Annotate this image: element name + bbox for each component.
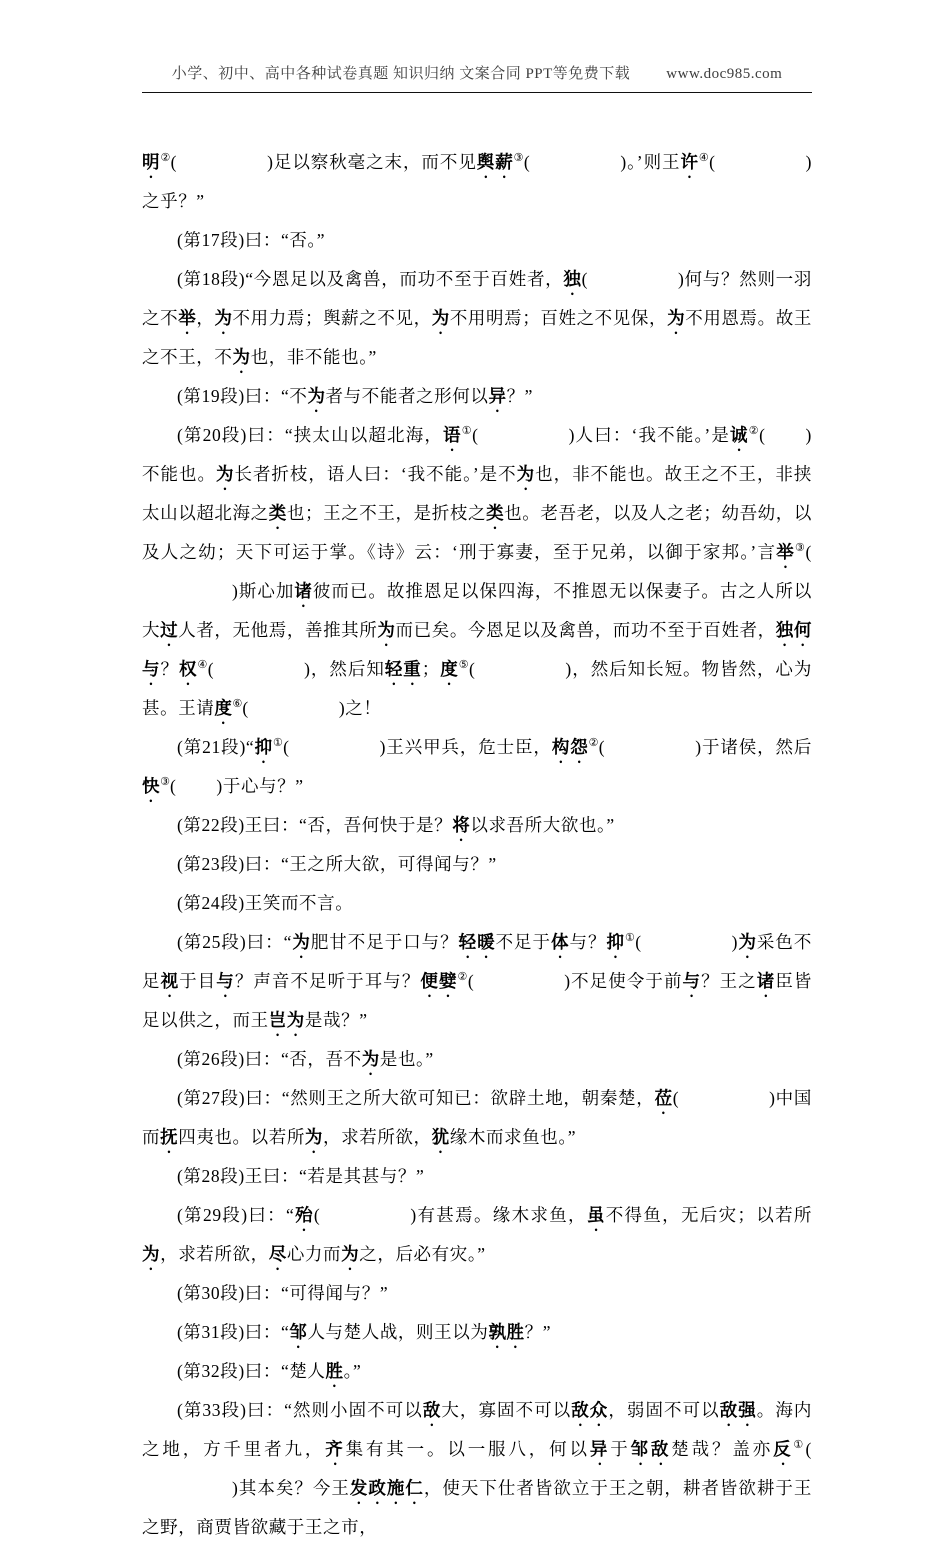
text-run: ？” (506, 386, 534, 406)
answer-blank (766, 440, 806, 441)
text-run: )。’则王 (620, 152, 681, 172)
text-run: ( (207, 659, 215, 679)
text-run: (第32段)曰：“楚人 (177, 1361, 326, 1381)
text-run: 也，非不能也。故王之不王，非挟太山以超北海之 (142, 464, 813, 523)
emphasized-word: 轻暖 (458, 932, 496, 952)
text-run: (第18段)“今恩足以及禽兽，而功不至于百姓者， (177, 269, 564, 289)
text-run: ( (169, 776, 177, 796)
emphasized-word: 为 (232, 347, 251, 367)
text-run: )斯心加 (232, 581, 295, 601)
annotation-number-superscript: ③ (513, 152, 524, 164)
text-run: 臣皆足以供之，而王 (142, 971, 812, 1030)
answer-blank (679, 1103, 769, 1104)
emphasized-word: 与 (682, 971, 702, 991)
text-run: ？ (160, 659, 179, 679)
text-run: 也。老吾老，以及人之老；幼吾幼，以及人之幼；天下可运于掌。《诗》云：‘刑于寡妻，至于兄弟，以御于家邦。’言 (142, 503, 812, 562)
paragraph (142, 221, 812, 260)
emphasized-word: 为 (516, 464, 536, 484)
emphasized-word: 快 (142, 776, 161, 796)
emphasized-word: 莅 (654, 1088, 673, 1108)
text-run: (第31段)曰：“ (177, 1322, 290, 1342)
text-run: ( (472, 425, 479, 445)
emphasized-word: 发政施仁 (349, 1478, 424, 1498)
text-run: 。海内之地，方千里者九， (142, 1400, 813, 1459)
emphasized-word: 异 (589, 1439, 611, 1459)
emphasized-word: 类 (268, 503, 287, 523)
emphasized-word: 为 (341, 1244, 360, 1264)
answer-blank (320, 1220, 410, 1221)
text-run: 长者折枝，语人曰：‘我不能。’是不 (234, 464, 517, 484)
text-run: ？王之 (701, 971, 757, 991)
paragraph (142, 1274, 812, 1313)
paragraph (142, 884, 812, 923)
text-run: (第33段)曰：“然则小固不可以 (177, 1400, 423, 1420)
annotation-number-superscript: ③ (160, 776, 170, 788)
emphasized-word: 孰胜 (488, 1322, 525, 1342)
emphasized-word: 为 (142, 1244, 161, 1264)
text-run: )之乎？” (142, 152, 813, 211)
text-run: )，然后知 (304, 659, 385, 679)
text-run: )有甚焉。缘木求鱼， (410, 1205, 587, 1225)
emphasized-word: 殆 (294, 1205, 314, 1225)
text-run: ( (468, 659, 476, 679)
annotation-number-superscript: ② (160, 152, 171, 164)
text-run: 与？ (569, 932, 607, 952)
paragraph (142, 1079, 812, 1157)
emphasized-word: 过 (160, 620, 179, 640)
text-run: (第20段)曰：“挟太山以超北海， (177, 425, 444, 445)
emphasized-word: 反 (773, 1439, 794, 1459)
emphasized-word: 邹 (289, 1322, 308, 1342)
paragraph (142, 806, 812, 845)
emphasized-word: 敌 (422, 1400, 442, 1420)
answer-blank (474, 986, 564, 987)
text-run: 不用力焉；舆薪之不见， (232, 308, 432, 328)
text-run: )，然后知长短。物皆然，心为甚。王请 (142, 659, 812, 718)
emphasized-word: 诸 (294, 581, 313, 601)
emphasized-word: 轻重 (384, 659, 422, 679)
text-run: 于目 (179, 971, 217, 991)
paragraph (142, 1157, 812, 1196)
text-run: (第22段)王曰：“否，吾何快于是？ (177, 815, 453, 835)
text-run: )于心与？” (216, 776, 304, 796)
text-run: 大，寡固不可以 (441, 1400, 572, 1420)
text-run: ( (467, 971, 475, 991)
paragraph (142, 923, 812, 1040)
text-run: (第23段)曰：“王之所大欲，可得闻与？” (177, 854, 497, 874)
document-body (142, 143, 812, 1547)
emphasized-word: 为 (215, 464, 235, 484)
annotation-number-superscript: ① (793, 1439, 806, 1451)
text-run: )王兴甲兵，危士臣， (379, 737, 552, 757)
paragraph (142, 728, 812, 806)
emphasized-word: 为 (307, 386, 326, 406)
paragraph (142, 845, 812, 884)
text-run: 肥甘不足于口与？ (310, 932, 459, 952)
emphasized-word: 尽 (268, 1244, 287, 1264)
text-run: 心力而 (286, 1244, 342, 1264)
annotation-number-superscript: ④ (197, 659, 208, 671)
header-tagline: 小学、初中、高中各种试卷真题 知识归纳 文案合同 PPT等免费下载 (171, 66, 631, 82)
emphasized-word: 为 (738, 932, 757, 952)
annotation-number-superscript: ② (457, 971, 468, 983)
text-run: ，求若所欲， (323, 1127, 432, 1147)
text-run: 是也。” (379, 1049, 434, 1069)
emphasized-word: 舆薪 (476, 152, 514, 172)
text-run: 者与不能者之形何以 (325, 386, 489, 406)
text-run: ( (170, 152, 178, 172)
annotation-number-superscript: ① (272, 737, 284, 749)
emphasized-word: 独何与 (142, 620, 812, 679)
emphasized-word: 度 (439, 659, 459, 679)
text-run: 之，后必有灾。” (359, 1244, 486, 1264)
text-run: (第28段)王曰：“若是其甚与？” (177, 1166, 425, 1186)
annotation-number-superscript: ① (624, 932, 636, 944)
answer-blank (605, 752, 695, 753)
emphasized-word: 与 (216, 971, 235, 991)
text-run: (第21段)“ (177, 737, 255, 757)
answer-blank (290, 752, 380, 753)
emphasized-word: 邹敌 (630, 1439, 672, 1459)
text-run: )之！ (338, 698, 382, 718)
emphasized-word: 齐 (325, 1439, 346, 1459)
emphasized-word: 胜 (325, 1361, 344, 1381)
annotation-number-superscript: ② (748, 425, 760, 437)
text-run: (第19段)曰：“不 (177, 386, 308, 406)
emphasized-word: 为 (361, 1049, 380, 1069)
text-run: )何与？然则一羽之不 (142, 269, 812, 328)
text-run: )中国而 (142, 1088, 812, 1147)
emphasized-word: 权 (178, 659, 198, 679)
text-run: )不能也。 (142, 425, 812, 484)
answer-blank (642, 947, 732, 948)
text-run: 楚哉？盖亦 (671, 1439, 774, 1459)
answer-blank (214, 674, 304, 675)
text-run: ( (523, 152, 531, 172)
text-run: ，求若所欲， (160, 1244, 269, 1264)
emphasized-word: 抑 (606, 932, 625, 952)
text-run: 采色不足 (142, 932, 812, 991)
text-run: )足以察秋毫之末，而不见 (267, 152, 477, 172)
emphasized-word: 构怨 (551, 737, 589, 757)
text-run: (第29段)曰：“ (177, 1205, 295, 1225)
text-run: 四夷也。以若所 (178, 1127, 305, 1147)
text-run: ； (421, 659, 440, 679)
text-run: 人与楚人战，则王以为 (307, 1322, 489, 1342)
text-run: (第24段)王笑而不言。 (177, 893, 354, 913)
text-run: ( (635, 932, 642, 952)
text-run: ( (759, 425, 766, 445)
annotation-number-superscript: ② (588, 737, 599, 749)
text-run: )人曰：‘我不能。’是 (568, 425, 731, 445)
emphasized-word: 抚 (160, 1127, 179, 1147)
text-run: (第17段)曰：“否。” (177, 230, 326, 250)
text-run: 不足于 (495, 932, 552, 952)
text-run: ， (196, 308, 215, 328)
text-run: 人者，无他焉，善推其所 (178, 620, 378, 640)
text-run: (第27段)曰：“然则王之所大欲可知已：欲辟土地，朝秦楚， (177, 1088, 655, 1108)
answer-blank (176, 791, 216, 792)
site-header (142, 62, 812, 93)
text-run: 也；王之不王，是折枝之 (286, 503, 487, 523)
paragraph (142, 377, 812, 416)
paragraph (142, 416, 812, 728)
emphasized-word: 许 (680, 152, 699, 172)
emphasized-word: 语 (443, 425, 462, 445)
emphasized-word: 岂为 (268, 1010, 305, 1030)
paragraph (142, 1196, 812, 1274)
paragraph (142, 143, 812, 221)
emphasized-word: 为 (214, 308, 233, 328)
text-run: ( (805, 542, 812, 562)
text-run: (第25段)曰：“ (177, 932, 292, 952)
annotation-number-superscript: ⑥ (232, 698, 243, 710)
emphasized-word: 举 (178, 308, 197, 328)
annotation-number-superscript: ④ (698, 152, 710, 164)
text-run: 于 (610, 1439, 631, 1459)
text-run: 。” (343, 1361, 362, 1381)
answer-blank (530, 167, 620, 168)
paragraph (142, 260, 812, 377)
text-run: 不得鱼，无后灾；以若所 (605, 1205, 812, 1225)
text-run: )于诸侯，然后 (695, 737, 812, 757)
answer-blank (177, 167, 267, 168)
text-run: 集有其一。以一服八，何以 (345, 1439, 590, 1459)
text-run: 是哉？” (304, 1010, 368, 1030)
text-run: ，使天下仕者皆欲立于王之朝，耕者皆欲耕于王之野，商贾皆欲藏于王之市， (142, 1478, 812, 1537)
emphasized-word: 视 (160, 971, 180, 991)
emphasized-word: 犹 (431, 1127, 450, 1147)
text-run: ？声音不足听于耳与？ (234, 971, 421, 991)
answer-blank (142, 596, 232, 597)
paragraph (142, 1352, 812, 1391)
text-run: 缘木而求鱼也。” (449, 1127, 577, 1147)
text-run: ( (313, 1205, 321, 1225)
emphasized-word: 诸 (756, 971, 776, 991)
emphasized-word: 度 (214, 698, 233, 718)
text-run: (第30段)曰：“可得闻与？” (177, 1283, 389, 1303)
text-run: 不用明焉；百姓之不见保， (449, 308, 668, 328)
text-run: ( (672, 1088, 680, 1108)
emphasized-word: 将 (452, 815, 471, 835)
text-run: )不足使令于前 (564, 971, 683, 991)
text-run: ( (805, 1439, 812, 1459)
answer-blank (475, 674, 565, 675)
text-run: ( (598, 737, 606, 757)
emphasized-word: 为 (431, 308, 450, 328)
paragraph (142, 1313, 812, 1352)
emphasized-word: 体 (551, 932, 570, 952)
emphasized-word: 为 (291, 932, 311, 952)
paragraph (142, 1391, 812, 1547)
text-run: ？” (524, 1322, 552, 1342)
text-run: (第26段)曰：“否，吾不 (177, 1049, 362, 1069)
answer-blank (249, 713, 339, 714)
text-run: 以求吾所大欲也。” (470, 815, 615, 835)
emphasized-word: 为 (667, 308, 686, 328)
text-run: )其本矣？今王 (232, 1478, 350, 1498)
annotation-number-superscript: ③ (795, 542, 806, 554)
header-url[interactable]: www.doc985.com (666, 66, 783, 82)
text-run: ，弱固不可以 (608, 1400, 720, 1420)
text-run: ( (581, 269, 589, 289)
emphasized-word: 虽 (586, 1205, 606, 1225)
emphasized-word: 类 (486, 503, 505, 523)
answer-blank (142, 1493, 232, 1494)
emphasized-word: 便嬖 (420, 971, 458, 991)
emphasized-word: 异 (488, 386, 507, 406)
answer-blank (588, 284, 678, 285)
text-run: 也，非不能也。” (250, 347, 377, 367)
emphasized-word: 敌强 (719, 1400, 757, 1420)
annotation-number-superscript: ① (461, 425, 473, 437)
emphasized-word: 敌众 (571, 1400, 609, 1420)
emphasized-word: 为 (377, 620, 396, 640)
paragraph (142, 1040, 812, 1079)
text-run: 彼而已。故推恩足以保四海，不推恩无以保妻子。古之人所以大 (142, 581, 813, 640)
answer-blank (716, 167, 806, 168)
annotation-number-superscript: ⑤ (458, 659, 469, 671)
text-run: ( (242, 698, 249, 718)
emphasized-word: 诚 (730, 425, 749, 445)
text-run: ( (283, 737, 290, 757)
text-run: ( (709, 152, 716, 172)
emphasized-word: 举 (776, 542, 796, 562)
emphasized-word: 独 (563, 269, 582, 289)
text-run: 而已矣。今恩足以及禽兽，而功不至于百姓者， (395, 620, 776, 640)
emphasized-word: 抑 (254, 737, 273, 757)
emphasized-word: 为 (304, 1127, 324, 1147)
text-run: ) (731, 932, 739, 952)
text-run: 不用恩焉。故王之不王，不 (142, 308, 812, 367)
answer-blank (479, 440, 569, 441)
emphasized-word: 明 (142, 152, 161, 172)
